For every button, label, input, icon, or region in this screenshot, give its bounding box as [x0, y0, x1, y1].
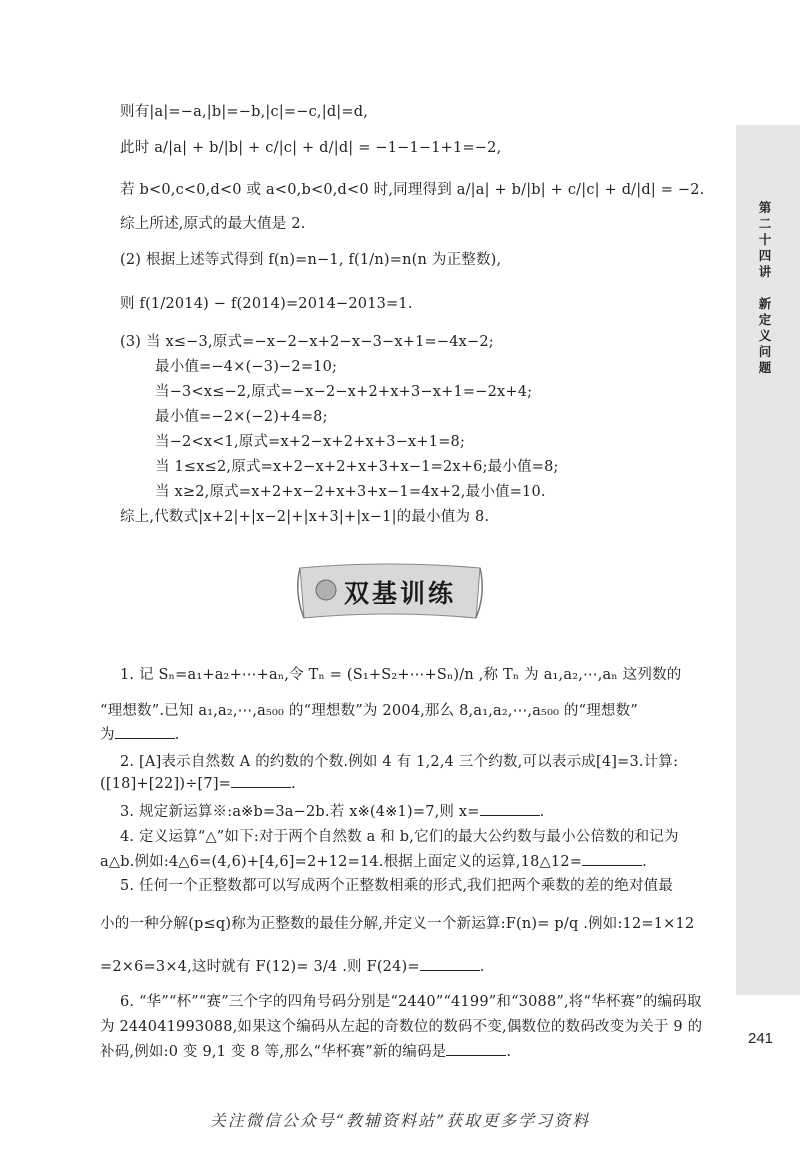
answer-blank[interactable] [480, 803, 540, 816]
exercise-line-with-blank: a△b.例如:4△6=(4,6)+[4,6]=2+12=14.根据上面定义的运算,18△12= . [100, 854, 647, 870]
chapter-topic: 新定义问题 [758, 296, 772, 375]
solution-line: 则 f(1/2014) − f(2014)=2014−2013=1. [120, 296, 413, 312]
chapter-number: 第二十四讲 [758, 200, 772, 279]
exercise-line: 4. 定义运算“△”如下:对于两个自然数 a 和 b,它们的最大公约数与最小公倍数的和记为 [120, 829, 679, 845]
solution-line: 若 b<0,c<0,d<0 或 a<0,b<0,d<0 时,同理得到 a/|a| + b/|b| + c/|c| + d/|d| = −2. [120, 182, 705, 198]
answer-blank[interactable] [115, 726, 175, 739]
exercise-line: 5. 任何一个正整数都可以写成两个正整数相乘的形式,我们把两个乘数的差的绝对值最 [120, 878, 674, 894]
section-title: 双基训练 [344, 579, 457, 608]
exercise-line: 1. 记 Sₙ=a₁+a₂+⋯+aₙ,令 Tₙ = (S₁+S₂+⋯+Sₙ)/n ,称 Tₙ 为 a₁,a₂,⋯,aₙ 这列数的 [120, 667, 682, 683]
exercise-line-with-blank: 3. 规定新运算※:a※b=3a−2b.若 x※(4※1)=7,则 x= . [120, 804, 545, 820]
solution-line: 此时 a/|a| + b/|b| + c/|c| + d/|d| = −1−1−1+1=−2, [120, 140, 502, 156]
exercise-line-with-blank: 补码,例如:0 变 9,1 变 8 等,那么“华杯赛”新的编码是 . [100, 1044, 512, 1060]
page-number: 241 [748, 1030, 774, 1047]
solution-line: 最小值=−2×(−2)+4=8; [155, 409, 328, 425]
exercise-text: ([18]+[22])÷[7]= [100, 776, 232, 792]
answer-blank[interactable] [231, 775, 291, 788]
section-banner [290, 560, 490, 624]
exercise-line: “理想数”.已知 a₁,a₂,⋯,a₅₀₀ 的“理想数”为 2004,那么 8,a₁,a₂,⋯,a₅₀₀ 的“理想数” [100, 703, 638, 719]
exercise-text: 补码,例如:0 变 9,1 变 8 等,那么“华杯赛”新的编码是 [100, 1044, 447, 1060]
exercise-line: 为 244041993088,如果这个编码从左起的奇数位的数码不变,偶数位的数码改变为关于 9 的 [100, 1019, 703, 1035]
exercise-line-with-blank: =2×6=3×4,这时就有 F(12)= 3/4 .则 F(24)= . [100, 959, 485, 975]
exercise-line-with-blank: ([18]+[22])÷[7]= . [100, 776, 296, 792]
answer-blank[interactable] [420, 958, 480, 971]
solution-line: 综上,代数式|x+2|+|x−2|+|x+3|+|x−1|的最小值为 8. [120, 509, 490, 525]
exercise-line-with-blank: 为 . [100, 727, 180, 743]
solution-line: 最小值=−4×(−3)−2=10; [155, 359, 338, 375]
exercise-text: 3. 规定新运算※:a※b=3a−2b.若 x※(4※1)=7,则 x= [120, 804, 480, 820]
exercise-text: a△b.例如:4△6=(4,6)+[4,6]=2+12=14.根据上面定义的运算,18△12= [100, 854, 583, 870]
answer-blank[interactable] [446, 1043, 506, 1056]
exercise-line: 小的一种分解(p≤q)称为正整数的最佳分解,并定义一个新运算:F(n)= p/q .例如:12=1×12 [100, 916, 695, 932]
exercise-line: 2. [A]表示自然数 A 的约数的个数.例如 4 有 1,2,4 三个约数,可以表示成[4]=3.计算: [120, 754, 679, 770]
solution-line: 则有|a|=−a,|b|=−b,|c|=−c,|d|=d, [120, 104, 369, 120]
solution-line: 当 x≥2,原式=x+2+x−2+x+3+x−1=4x+2,最小值=10. [155, 484, 546, 500]
answer-blank[interactable] [582, 853, 642, 866]
solution-line: 当 1≤x≤2,原式=x+2−x+2+x+3+x−1=2x+6;最小值=8; [155, 459, 559, 475]
solution-line: 当−2<x<1,原式=x+2−x+2+x+3−x+1=8; [155, 434, 466, 450]
solution-line: 当−3<x≤−2,原式=−x−2−x+2+x+3−x+1=−2x+4; [155, 384, 533, 400]
solution-line: 综上所述,原式的最大值是 2. [120, 216, 306, 232]
exercise-text: =2×6=3×4,这时就有 F(12)= 3/4 .则 F(24)= [100, 959, 420, 975]
solution-line: (3) 当 x≤−3,原式=−x−2−x+2−x−3−x+1=−4x−2; [120, 334, 494, 350]
chapter-label [756, 200, 774, 376]
exercise-text: 为 [100, 727, 115, 743]
solution-line: (2) 根据上述等式得到 f(n)=n−1, f(1/n)=n(n 为正整数), [120, 252, 502, 268]
exercise-line: 6. “华”“杯”“赛”三个字的四角号码分别是“2440”“4199”和“3088”,将“华杯赛”的编码取 [120, 994, 702, 1010]
footer-note: 关注微信公众号“教辅资料站”获取更多学习资料 [209, 1111, 591, 1130]
